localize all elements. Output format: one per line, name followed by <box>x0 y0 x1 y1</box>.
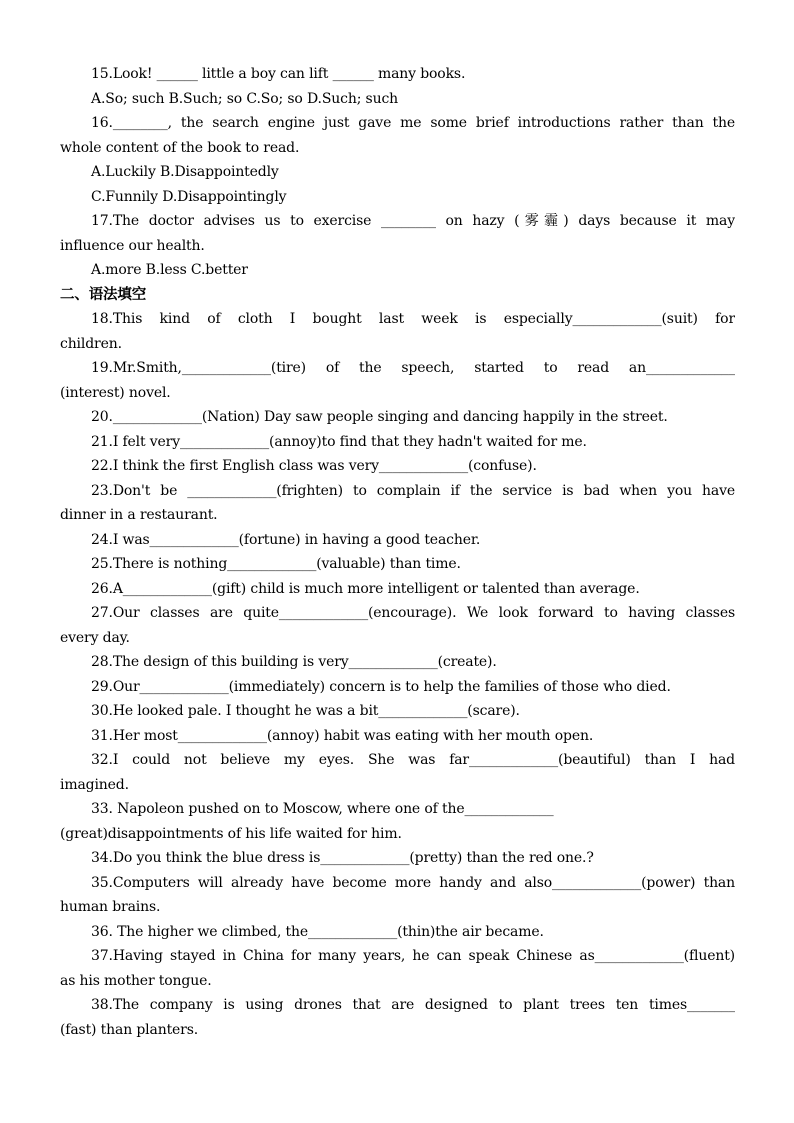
question-33-text: 33. Napoleon pushed on to Moscow, where one of the_____________ <box>91 801 554 817</box>
question-17-text: 17.The doctor advises us to exercise ________ on hazy (雾霾) days because it may <box>91 213 735 229</box>
question-37-text-cont: as his mother tongue. <box>60 972 212 989</box>
question-25-text: 25.There is nothing_____________(valuable) than time. <box>91 556 461 572</box>
question-16-text-cont: whole content of the book to read. <box>60 139 300 156</box>
question-17-options: A.more B.less C.better <box>91 262 248 278</box>
question-29-text: 29.Our_____________(immediately) concern is to help the families of those who died. <box>91 678 671 695</box>
question-21-text: 21.I felt very_____________(annoy)to find that they hadn't waited for me. <box>91 433 587 450</box>
question-17-text-cont: influence our health. <box>60 237 205 254</box>
question-34-text: 34.Do you think the blue dress is_____________(pretty) than the red one.? <box>91 850 594 866</box>
question-32-text: 32.I could not believe my eyes. She was far_____________(beautiful) than I had <box>91 752 735 768</box>
question-35-text-cont: human brains. <box>60 899 161 915</box>
section-2-heading: 二、语法填空 <box>60 286 147 303</box>
question-20-text: 20._____________(Nation) Day saw people singing and dancing happily in the street. <box>91 409 668 425</box>
question-18-text-cont: children. <box>60 335 122 352</box>
question-37-text: 37.Having stayed in China for many years, he can speak Chinese as_____________(fluent) <box>91 948 735 964</box>
question-38-text-cont: (fast) than planters. <box>60 1021 199 1038</box>
question-36-text: 36. The higher we climbed, the_____________(thin)the air became. <box>91 923 544 940</box>
question-16-options-2: C.Funnily D.Disappointingly <box>91 188 287 205</box>
question-19-text: 19.Mr.Smith,_____________(tire) of the speech, started to read an_____________ <box>91 360 735 376</box>
worksheet-page <box>60 62 735 1042</box>
question-19-text-cont: (interest) novel. <box>60 384 171 401</box>
question-15-options: A.So; such B.Such; so C.So; so D.Such; such <box>91 90 399 107</box>
question-30-text: 30.He looked pale. I thought he was a bit_____________(scare). <box>91 703 520 719</box>
question-32-text-cont: imagined. <box>60 776 129 793</box>
question-27-text-cont: every day. <box>60 629 130 646</box>
question-23-text-cont: dinner in a restaurant. <box>60 507 218 523</box>
question-23-text: 23.Don't be _____________(frighten) to complain if the service is bad when you have <box>91 482 735 499</box>
question-16-options-1: A.Luckily B.Disappointedly <box>91 164 279 180</box>
question-27-text: 27.Our classes are quite_____________(encourage). We look forward to having classes <box>91 605 735 621</box>
question-15-text: 15.Look! ______ little a boy can lift ______ many books. <box>91 66 466 82</box>
question-26-text: 26.A_____________(gift) child is much more intelligent or talented than average. <box>91 580 640 597</box>
question-38-text: 38.The company is using drones that are designed to plant trees ten times_______ <box>91 997 735 1013</box>
question-31-text: 31.Her most_____________(annoy) habit was eating with her mouth open. <box>91 727 594 744</box>
question-22-text: 22.I think the first English class was very_____________(confuse). <box>91 458 537 474</box>
question-28-text: 28.The design of this building is very_____________(create). <box>91 654 497 670</box>
question-35-text: 35.Computers will already have become more handy and also_____________(power) than <box>91 874 735 891</box>
question-16-text: 16.________, the search engine just gave me some brief introductions rather than the <box>91 115 735 131</box>
question-24-text: 24.I was_____________(fortune) in having a good teacher. <box>91 531 481 548</box>
question-33-text-cont: (great)disappointments of his life waited for him. <box>60 825 402 842</box>
question-18-text: 18.This kind of cloth I bought last week is especially_____________(suit) for <box>91 311 735 327</box>
